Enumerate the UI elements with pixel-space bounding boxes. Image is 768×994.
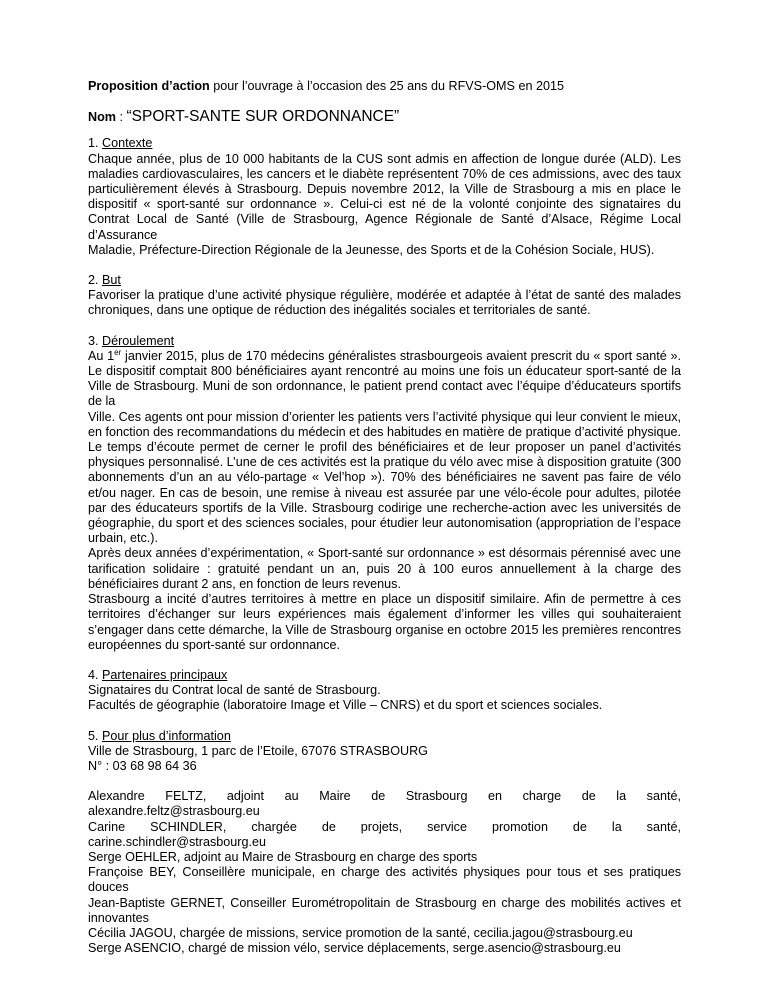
address: Ville de Strasbourg, 1 parc de l’Etoile, 67076 STRASBOURG xyxy=(88,743,428,758)
section-partenaires xyxy=(88,668,681,714)
contact-line: Serge OEHLER, adjoint au Maire de Strasbourg en charge des sports xyxy=(88,849,478,864)
section-heading-title: Déroulement xyxy=(102,333,175,348)
header-rest: pour l’ouvrage à l’occasion des 25 ans du RFVS-OMS en 2015 xyxy=(209,79,564,93)
paragraph: Favoriser la pratique d’une activité physique régulière, modérée et adaptée à l’état de santé des malades chroniques, dans une optique de réduction des inégalités sociales et territoriales de santé. xyxy=(88,288,681,318)
contact-email: carine.schindler@strasbourg.eu xyxy=(88,834,266,849)
paragraph: Après deux années d’expérimentation, « Sport-santé sur ordonnance » est désormais pérennisé avec une tarification solidaire : gratuité pendant un an, puis 20 à 100 euros annuellement à la charge des bénéficiaires durant 2 ans, en fonction de leurs revenus. xyxy=(88,546,681,591)
paragraph: Signataires du Contrat local de santé de Strasbourg. xyxy=(88,683,381,698)
paragraph: Au 1er janvier 2015, plus de 170 médecins généralistes strasbourgeois avaient prescrit du « sport santé ». Le dispositif comptait 800 bénéficiaires ayant rencontré au moins une fois un éducateur sport-santé de la Ville de Strasbourg. Muni de son ordonnance, le patient prend contact avec l’équipe d’éducateurs sportifs de la xyxy=(88,347,681,409)
section-but xyxy=(88,273,681,319)
contact-line: Françoise BEY, Conseillère municipale, en charge des activités physiques pour tous et ses pratiques douces xyxy=(88,865,681,895)
section-deroulement xyxy=(88,334,681,653)
section-heading: 3. Déroulement xyxy=(88,333,175,348)
document-body xyxy=(88,79,681,956)
contact-line: Cécilia JAGOU, chargée de missions, service promotion de la santé, cecilia.jagou@strasbourg.eu xyxy=(88,925,633,940)
nom-title: “SPORT-SANTE SUR ORDONNANCE” xyxy=(126,108,400,126)
section-heading: 1. Contexte xyxy=(88,136,153,151)
contact-line: Jean-Baptiste GERNET, Conseiller Eurométropolitain de Strasbourg en charge des mobilités actives et innovantes xyxy=(88,895,681,925)
section-heading-title: Pour plus d’information xyxy=(102,728,231,743)
contact-line: Serge ASENCIO, chargé de mission vélo, service déplacements, serge.asencio@strasbourg.eu xyxy=(88,941,621,956)
phone: N° : 03 68 98 64 36 xyxy=(88,758,197,773)
section-contexte xyxy=(88,136,681,258)
contact-line: Carine SCHINDLER, chargée de projets, service promotion de la santé, xyxy=(88,819,681,834)
paragraph: Maladie, Préfecture-Direction Régionale de la Jeunesse, des Sports et de la Cohésion Sociale, HUS). xyxy=(88,242,655,257)
paragraph: Chaque année, plus de 10 000 habitants de la CUS sont admis en affection de longue durée (ALD). Les maladies cardiovasculaires, les cancers et le diabète représentent 70% de ces admissions, avec des taux particulièrement élevés à Strasbourg. Depuis novembre 2012, la Ville de Strasbourg a mis en place le dispositif « sport-santé sur ordonnance ». Celui-ci est né de la volonté conjointe des signataires du Contrat Local de Santé (Ville de Strasbourg, Agence Régionale de Santé d’Alsace, Régime Local d’Assurance xyxy=(88,151,681,242)
paragraph: Strasbourg a incité d’autres territoires à mettre en place un dispositif similaire. Afin de permettre à ces territoires d’échanger sur leurs expériences mais également d’informer les villes qui souhaiteraient s’engager dans cette démarche, la Ville de Strasbourg organise en octobre 2015 les premières rencontres européennes du sport-santé sur ordonnance. xyxy=(88,592,681,652)
section-heading: 5. Pour plus d’information xyxy=(88,728,231,743)
section-info xyxy=(88,729,681,775)
paragraph: Ville. Ces agents ont pour mission d’orienter les patients vers l’activité physique qui leur convient le mieux, en fonction des recommandations du médecin et des habitudes en matière de pratique d’activité physique. Le temps d’écoute permet de cerner le profil des bénéficiaires et de leur proposer un panel d’activités physiques personnalisé. L’une de ces activités est la pratique du vélo avec mise à disposition gratuite (300 abonnements d’un an au vélo-partage « Vel’hop »). 70% des bénéficiaires ne savent pas faire de vélo et/ou nager. En cas de besoin, une remise à niveau est assurée par une vélo-école pour adultes, pilotée par des éducateurs sportifs de la Ville. Strasbourg codirige une recherche-action avec les universités de géographie, du sport et des sciences sociales, pour étudier leur autonomisation (appropriation de l’espace urbain, etc.). xyxy=(88,409,681,546)
header-bold: Proposition d’action xyxy=(88,79,210,93)
section-heading: 4. Partenaires principaux xyxy=(88,667,228,682)
section-heading-title: Partenaires principaux xyxy=(102,667,228,682)
contact-list xyxy=(88,789,681,956)
contact-email: alexandre.feltz@strasbourg.eu xyxy=(88,804,260,819)
contact-line: Alexandre FELTZ, adjoint au Maire de Strasbourg en charge de la santé, xyxy=(88,789,681,804)
nom-label: Nom xyxy=(88,110,116,125)
section-heading-title: Contexte xyxy=(102,136,153,151)
paragraph: Facultés de géographie (laboratoire Image et Ville – CNRS) et du sport et sciences sociales. xyxy=(88,698,603,713)
section-heading: 2. But xyxy=(88,273,121,288)
nom-separator: : xyxy=(116,110,127,125)
document-header xyxy=(88,79,681,94)
nom-line xyxy=(88,109,681,125)
section-heading-title: But xyxy=(102,273,121,288)
